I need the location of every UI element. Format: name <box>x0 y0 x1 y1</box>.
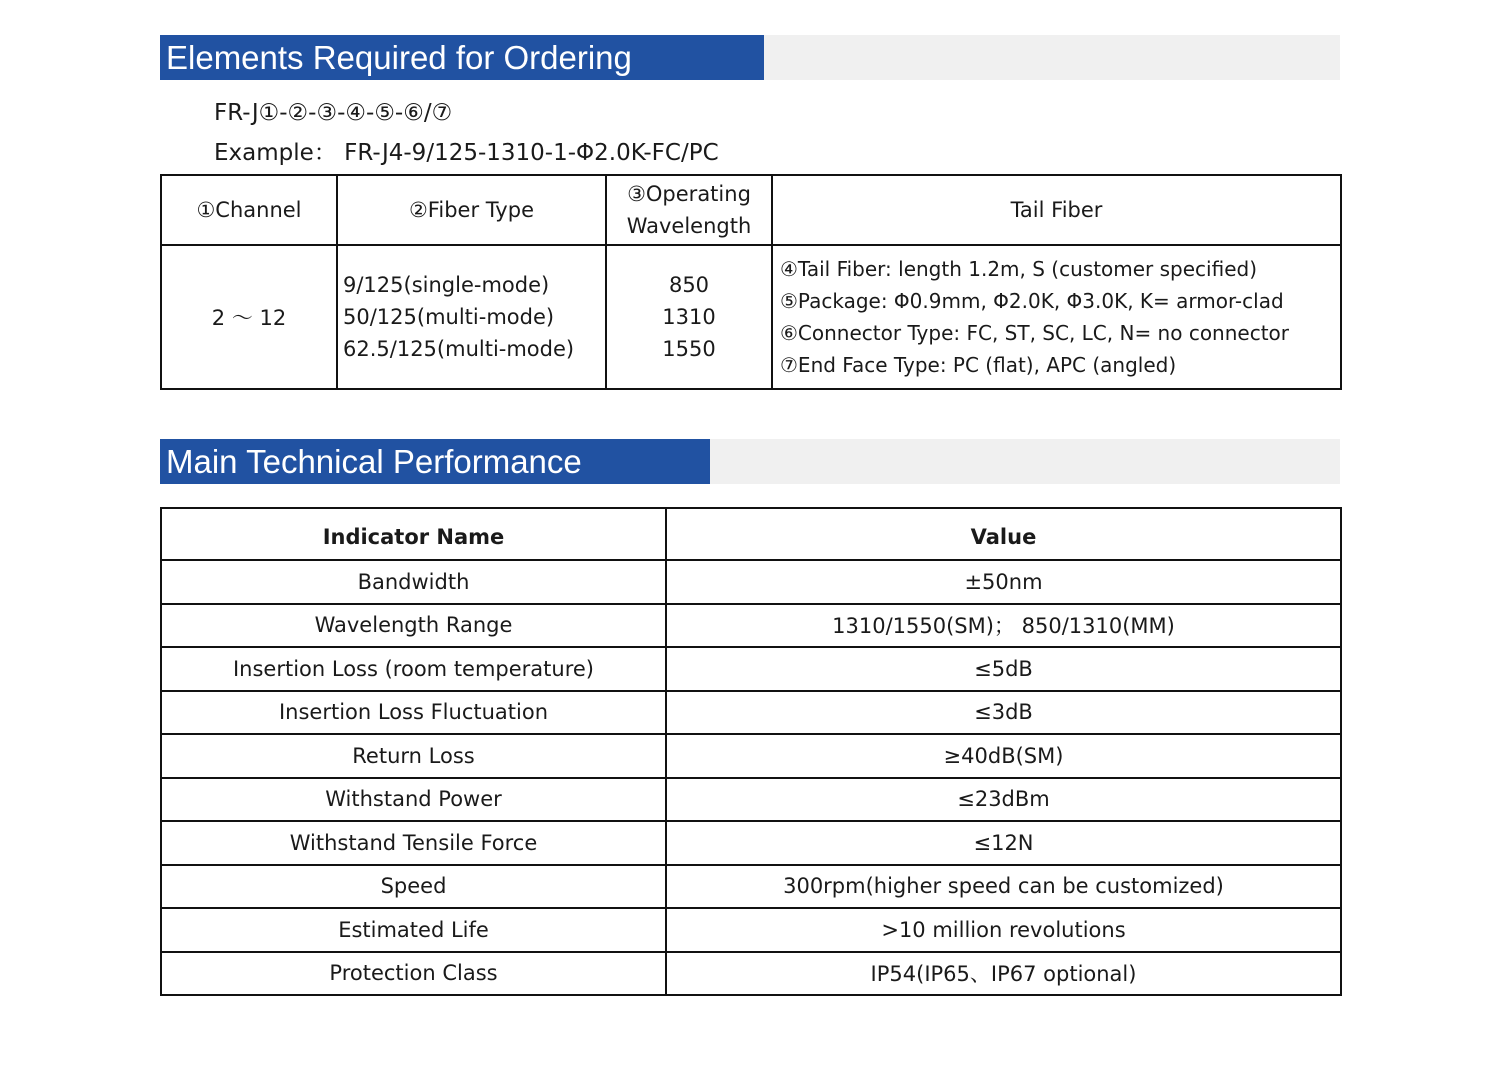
fiber-type-item: 62.5/125(multi-mode) <box>343 337 575 361</box>
table-row <box>161 604 1341 648</box>
wavelength-list <box>606 245 772 389</box>
table-row <box>161 647 1341 691</box>
fiber-type-list <box>337 245 606 389</box>
indicator-value: ≥40dB(SM) <box>666 734 1341 778</box>
table-row <box>161 778 1341 822</box>
indicator-value: >10 million revolutions <box>666 908 1341 952</box>
header-indicator-name: Indicator Name <box>161 508 666 560</box>
ordering-table <box>160 174 1342 390</box>
tail-fiber-item: ⑥Connector Type: FC, ST, SC, LC, N= no connector <box>780 321 1290 345</box>
channel-value: 2 ～ 12 <box>161 245 337 389</box>
indicator-name: Speed <box>161 865 666 909</box>
fiber-type-item: 9/125(single-mode) <box>343 273 550 297</box>
indicator-value: ≤23dBm <box>666 778 1341 822</box>
header-channel: ①Channel <box>161 175 337 245</box>
table-row <box>161 560 1341 604</box>
header-value: Value <box>666 508 1341 560</box>
tail-fiber-list <box>772 245 1341 389</box>
header-tail-fiber: Tail Fiber <box>772 175 1341 245</box>
section-title-performance: Main Technical Performance <box>160 439 710 484</box>
section-title-ordering: Elements Required for Ordering <box>160 35 764 80</box>
table-row <box>161 734 1341 778</box>
section-banner-ordering <box>160 35 1340 80</box>
indicator-name: Return Loss <box>161 734 666 778</box>
header-wavelength-line1: ③Operating <box>627 182 751 206</box>
indicator-name: Insertion Loss (room temperature) <box>161 647 666 691</box>
indicator-name: Bandwidth <box>161 560 666 604</box>
table-row <box>161 691 1341 735</box>
ordering-value-row <box>161 245 1341 389</box>
example-value: FR-J4-9/125-1310-1-Φ2.0K-FC/PC <box>344 140 719 166</box>
indicator-name: Insertion Loss Fluctuation <box>161 691 666 735</box>
wavelength-item: 1550 <box>662 337 716 361</box>
indicator-value: ≤12N <box>666 821 1341 865</box>
indicator-value: IP54(IP65、IP67 optional) <box>666 952 1341 996</box>
performance-header-row <box>161 508 1341 560</box>
wavelength-item: 850 <box>668 273 710 297</box>
order-code-format: FR-J①-②-③-④-⑤-⑥/⑦ <box>214 100 453 126</box>
indicator-name: Wavelength Range <box>161 604 666 648</box>
table-row <box>161 821 1341 865</box>
indicator-name: Withstand Tensile Force <box>161 821 666 865</box>
indicator-name: Estimated Life <box>161 908 666 952</box>
table-row <box>161 952 1341 996</box>
header-fiber-type: ②Fiber Type <box>337 175 606 245</box>
tail-fiber-item: ⑦End Face Type: PC (flat), APC (angled) <box>780 353 1177 377</box>
order-code-example <box>214 134 719 167</box>
indicator-name: Protection Class <box>161 952 666 996</box>
tail-fiber-item: ⑤Package: Φ0.9mm, Φ2.0K, Φ3.0K, K= armor-clad <box>780 289 1284 313</box>
section-banner-performance <box>160 439 1340 484</box>
example-label: Example： <box>214 140 337 166</box>
indicator-value: ≤5dB <box>666 647 1341 691</box>
ordering-header-row <box>161 175 1341 245</box>
indicator-name: Withstand Power <box>161 778 666 822</box>
indicator-value: 300rpm(higher speed can be customized) <box>666 865 1341 909</box>
header-wavelength <box>606 175 772 245</box>
performance-table <box>160 507 1342 996</box>
indicator-value: ≤3dB <box>666 691 1341 735</box>
table-row <box>161 908 1341 952</box>
tail-fiber-item: ④Tail Fiber: length 1.2m, S (customer specified) <box>780 257 1258 281</box>
header-wavelength-line2: Wavelength <box>626 214 752 238</box>
indicator-value: 1310/1550(SM)； 850/1310(MM) <box>666 604 1341 648</box>
table-row <box>161 865 1341 909</box>
indicator-value: ±50nm <box>666 560 1341 604</box>
fiber-type-item: 50/125(multi-mode) <box>343 305 555 329</box>
wavelength-item: 1310 <box>662 305 716 329</box>
